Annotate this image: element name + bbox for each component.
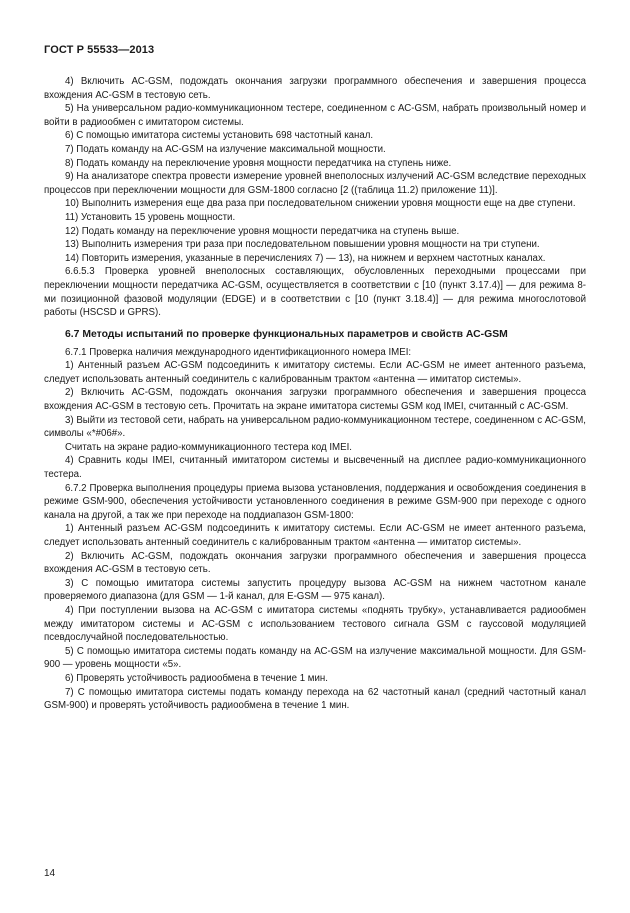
- paragraph: 6.7.1 Проверка наличия международного идентификационного номера IMEI:: [65, 346, 412, 358]
- paragraph: 10) Выполнить измерения еще два раза при последовательном снижении уровня мощности еще на две ступени.: [65, 198, 576, 210]
- paragraph: 7) Подать команду на АС-GSM на излучение максимальной мощности.: [65, 143, 386, 155]
- paragraph: 7) С помощью имитатора системы подать команду перехода на 62 частотный канал (средний частотный канал GSM-900) и проверять устойчивость радиообмена в течение 1 мин.: [44, 686, 586, 712]
- paragraph: 9) На анализаторе спектра провести измерение уровней внеполосных излучений АС-GSM вследствие переходных процессов при переключении мощности для GSM-1800 согласно [2 ((таблица 11.2) приложение 11)].: [44, 171, 586, 196]
- paragraph: 13) Выполнить измерения три раза при последовательном повышении уровня мощности на три ступени.: [65, 239, 540, 251]
- paragraph: 6.7.2 Проверка выполнения процедуры приема вызова установления, поддержания и освобождения соединения в режиме GSM-900, обеспечения устойчивости установленного соединения в режиме GSM-900 при переходе с одного канала на другой, а так же при переходе на поддиапазон GSM-1800:: [44, 482, 586, 521]
- paragraph: 3) С помощью имитатора системы запустить процедуру вызова АС-GSM на нижнем частотном канале проверяемого диапазона (для GSM — 1-й канал, для E-GSM — 975 канал).: [44, 577, 586, 603]
- section-heading: 6.7 Методы испытаний по проверке функциональных параметров и свойств АС-GSM: [65, 328, 508, 340]
- paragraph: 6.6.5.3 Проверка уровней внеполосных составляющих, обусловленных переходными процессами при переключении мощности передатчика АС-GSM, осуществляется в соответствии с [10 (пункт 3.17.4)] — для режима 8-ми позиционной фазовой модуляции (EDGE) и в соответствии с [10 (пункт 3.18.4)] — для режима многослотовой работы (HSCSD и GPRS).: [44, 266, 586, 319]
- paragraph: 1) Антенный разъем АС-GSM подсоединить к имитатору системы. Если АС-GSM не имеет антенного разъема, следует использовать антенный соединитель с калиброванным трактом «антенна — имитатор системы».: [44, 360, 586, 385]
- paragraph: 4) При поступлении вызова на АС-GSM с имитатора системы «поднять трубку», устанавливается радиообмен между имитатором системы и АС-GSM с использованием тестового сигнала GSM с гауссовой модуляцией псевдослучайной последовательностью.: [44, 604, 586, 644]
- paragraph: 5) На универсальном радио-коммуникационном тестере, соединенном с АС-GSM, набрать произвольный номер и войти в радиообмен с имитатором системы.: [44, 103, 586, 128]
- paragraph: 11) Установить 15 уровень мощности.: [65, 211, 236, 223]
- paragraph: 6) С помощью имитатора системы установить 698 частотный канал.: [65, 130, 374, 142]
- document-body: [44, 75, 586, 713]
- paragraph: 6) Проверять устойчивость радиообмена в течение 1 мин.: [65, 672, 328, 684]
- paragraph: 2) Включить АС-GSM, подождать окончания загрузки программного обеспечения и завершения процесса вхождения АС-GSM в тестовую сеть. Прочитать на экране имитатора системы GSM код IMEI, считанный с АС-GSM.: [44, 387, 586, 413]
- paragraph: 14) Повторить измерения, указанные в перечислениях 7) — 13), на нижнем и верхнем частотных каналах.: [65, 252, 546, 264]
- page-header: ГОСТ Р 55533—2013: [44, 44, 155, 56]
- paragraph: 4) Сравнить коды IMEI, считанный имитатором системы и высвеченный на дисплее радио-коммуникационного тестера.: [44, 455, 586, 481]
- paragraph: 4) Включить АС-GSM, подождать окончания загрузки программного обеспечения и завершения процесса вхождения АС-GSM в тестовую сеть.: [44, 76, 586, 101]
- paragraph: 8) Подать команду на переключение уровня мощности передатчика на ступень ниже.: [65, 157, 452, 169]
- paragraph: 12) Подать команду на переключение уровня мощности передатчика на ступень выше.: [65, 225, 460, 237]
- page-number: 14: [44, 868, 56, 879]
- paragraph: 2) Включить АС-GSM, подождать окончания загрузки программного обеспечения и завершения процесса вхождения АС-GSM в тестовую сеть.: [44, 550, 586, 576]
- paragraph: Считать на экране радио-коммуникационного тестера код IMEI.: [65, 441, 352, 453]
- paragraph: 1) Антенный разъем АС-GSM подсоединить к имитатору системы. Если АС-GSM не имеет антенного разъема, следует использовать антенный соединитель с калиброванным трактом «антенна — имитатор системы».: [44, 523, 586, 548]
- paragraph: 5) С помощью имитатора системы подать команду на АС-GSM на излучение максимальной мощности. Для GSM-900 — уровень мощности «5».: [44, 645, 586, 671]
- paragraph: 3) Выйти из тестовой сети, набрать на универсальном радио-коммуникационном тестере, соединенном с АС-GSM, символы «*#06#».: [44, 414, 586, 440]
